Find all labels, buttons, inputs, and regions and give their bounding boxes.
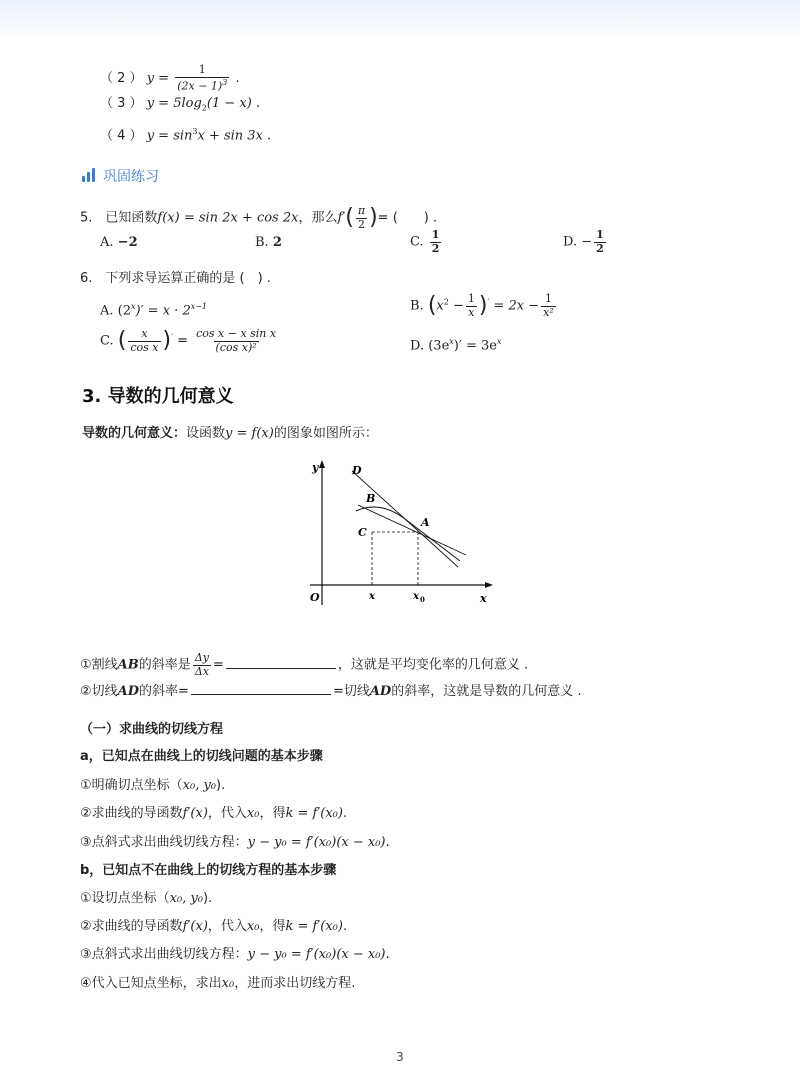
text: ①割线 <box>80 657 118 673</box>
option-label: D. <box>563 234 578 250</box>
practice-heading-text: 巩固练习 <box>103 169 159 185</box>
frac-numerator: 1 <box>596 228 604 241</box>
tick-x-label: x <box>369 591 375 602</box>
geo-intro-bold: 导数的几何意义： <box>82 426 187 441</box>
item-4 <box>100 123 271 145</box>
frac-numerator: 1 <box>544 292 552 305</box>
tangent-slope-line <box>80 682 581 701</box>
math-expr: y − y₀ = f′(x₀)(x − x₀) <box>247 835 386 850</box>
math-expr: y = sin <box>146 128 193 144</box>
text: ，进而求出切线方程 <box>234 976 352 991</box>
minus-sign: − <box>453 298 464 314</box>
math-expr: x <box>436 298 444 314</box>
text: ①明确切点坐标（ <box>80 778 183 793</box>
derivative-symbol: f′ <box>337 210 346 226</box>
math-expr: k = f′(x₀) <box>285 806 343 821</box>
math-expr-tail: (1 − x) . <box>206 96 261 111</box>
minus-sign: − <box>581 234 593 250</box>
math-expr: (2 <box>117 303 132 319</box>
math-expr: x₀, y₀ <box>182 778 217 793</box>
y-axis-label: y <box>312 461 319 474</box>
frac-denominator: 2 <box>357 217 365 231</box>
question-5-stem: 5. 已知函数f(x) = sin 2x + cos 2x，那么f′( $\frac{\pi}{2}$ )= ( ) . <box>80 204 438 231</box>
item-number: （ 3 ） <box>100 96 143 111</box>
math-ab: AB <box>117 657 139 673</box>
punct: . <box>385 835 390 850</box>
practice-heading <box>82 168 159 186</box>
q5-option-b[interactable] <box>255 234 282 252</box>
math-ad: AD <box>117 684 140 699</box>
subscript: 2 <box>201 103 207 113</box>
answer-blank-1[interactable] <box>226 656 336 669</box>
frac-numerator: 1 <box>198 63 206 76</box>
secant-slope-line <box>80 652 528 678</box>
answer-blank-2[interactable] <box>191 682 331 695</box>
math-expr: y − y₀ = f′(x₀)(x − x₀) <box>247 947 386 962</box>
point-A-label: A <box>421 516 430 529</box>
math-expr: (3e <box>428 338 450 354</box>
point-D-label: D <box>352 464 362 477</box>
q5-option-c[interactable] <box>410 229 443 255</box>
q6-option-a[interactable] <box>100 298 207 320</box>
page-number: 3 <box>396 1050 404 1064</box>
math-expr: y = <box>146 70 170 86</box>
punct: . <box>385 947 390 962</box>
text: ③点斜式求出曲线切线方程： <box>80 947 248 962</box>
subhead-tangent-equation: （一）求曲线的切线方程 <box>80 722 224 737</box>
text: ，代入 <box>207 806 247 821</box>
text: ，这就是平均变化率的几何意义 . <box>337 657 529 673</box>
superscript: x <box>131 302 136 311</box>
frac-denominator: 2 <box>596 241 604 255</box>
text: 的斜率，这就是导数的几何意义 . <box>391 684 582 699</box>
secant-line-AB <box>358 505 466 555</box>
superscript: x <box>496 337 502 346</box>
b-step-3 <box>80 946 390 964</box>
option-label: C. <box>410 234 424 250</box>
geo-intro <box>82 425 378 443</box>
stem-text: = ( ) . <box>377 210 438 226</box>
frac-numerator: 1 <box>431 228 440 241</box>
q6-option-c[interactable]: C. ( $\frac{x}{\text{cos x}}$ )′ = $\frac{\text{cos x − x sin x}}{\text{(cos x)²}}$ <box>100 327 277 354</box>
x-axis-arrow <box>485 582 493 588</box>
b-step-4 <box>80 975 355 993</box>
top-band <box>0 0 800 40</box>
punct: ). <box>216 778 226 793</box>
option-label: B. <box>410 298 424 314</box>
stem-text: 5. 已知函数 <box>80 210 158 226</box>
superscript: x <box>449 337 454 346</box>
q5-option-d[interactable] <box>563 229 608 255</box>
text: ②求曲线的导函数 <box>80 919 183 934</box>
item-number: （ 4 ） <box>100 128 143 144</box>
b-step-2 <box>80 918 347 936</box>
punct: ). <box>203 891 213 906</box>
frac-denominator: 2 <box>431 241 440 255</box>
superscript: 2 <box>443 297 449 307</box>
math-expr: y = 5log <box>146 96 202 111</box>
text: ，得 <box>259 919 286 934</box>
punct: . <box>235 70 240 86</box>
option-label: A. <box>100 303 114 319</box>
text: =切线 <box>332 684 370 699</box>
a-step-1 <box>80 777 225 795</box>
option-label: A. <box>100 235 114 250</box>
punct: . <box>351 976 356 991</box>
q6-option-b[interactable]: B. ($x^2$ − $\frac{1}{x}$ )′ = 2x − $\frac{1}{\text{x²}}$ <box>410 292 554 319</box>
math-expr: x₀, y₀ <box>169 891 204 906</box>
equals: = <box>177 333 188 349</box>
option-label: C. <box>100 333 114 349</box>
equals: = <box>212 657 224 673</box>
section-3-title: 3. 导数的几何意义 <box>82 386 234 407</box>
math-expr: )′ = 3e <box>453 338 497 354</box>
frac-denominator: x <box>468 305 475 319</box>
option-value: −2 <box>117 235 138 250</box>
question-6-stem: 6. 下列求导运算正确的是 ( ) . <box>80 271 271 286</box>
frac-denominator: (cos x)² <box>215 340 257 354</box>
bar-chart-icon <box>82 168 95 182</box>
frac-numerator: cos x − x sin x <box>196 327 277 340</box>
text: ，代入 <box>207 919 247 934</box>
frac-denominator: Δx <box>194 664 209 678</box>
math-expr: x₀ <box>221 976 235 991</box>
option-value: 2 <box>272 235 282 250</box>
math-expr: x₀ <box>246 919 260 934</box>
point-C-label: C <box>358 526 367 539</box>
math-ad: AD <box>369 684 392 699</box>
function-expr: y = f(x) <box>225 426 274 441</box>
y-axis-arrow <box>319 460 325 468</box>
text: ②求曲线的导函数 <box>80 806 183 821</box>
b-step-1 <box>80 890 212 908</box>
text: 的斜率是 <box>138 657 191 673</box>
geo-intro-text: 设函数 <box>186 426 226 441</box>
option-label: B. <box>255 235 269 250</box>
punct: . <box>342 806 348 821</box>
frac-numerator: x <box>141 327 148 340</box>
text: ④代入已知点坐标，求出 <box>80 976 222 991</box>
frac-numerator: 1 <box>467 292 475 305</box>
frac-numerator: Δy <box>194 651 209 664</box>
superscript: x−1 <box>190 302 208 311</box>
a-step-3 <box>80 834 390 852</box>
math-expr-tail: x + sin 3x . <box>197 128 272 144</box>
point-B-label: B <box>366 492 376 505</box>
item-3 <box>100 95 260 118</box>
frac-denominator: x² <box>543 305 554 319</box>
math-expr: = 2x − <box>493 298 540 314</box>
stem-text: ，那么 <box>298 210 338 226</box>
math-expr: f′(x) <box>182 806 208 821</box>
a-heading: a，已知点在曲线上的切线问题的基本步骤 <box>80 749 323 764</box>
tick-x0-subscript: 0 <box>420 595 425 604</box>
math-expr: f′(x) <box>182 919 208 934</box>
frac-denominator: (2x − 1) <box>177 79 223 93</box>
text: ①设切点坐标（ <box>80 891 170 906</box>
item-number: （ 2 ） <box>100 70 143 86</box>
derivative-geometry-figure <box>300 455 500 615</box>
tick-x0-label: x <box>413 591 419 602</box>
x-axis-label: x <box>480 592 487 605</box>
math-expr: )′ = x · 2 <box>135 303 191 319</box>
option-label: D. <box>410 338 425 354</box>
punct: . <box>342 919 348 934</box>
a-step-2 <box>80 805 347 823</box>
q6-option-d[interactable] <box>410 333 501 355</box>
frac-numerator: π <box>357 204 366 217</box>
exponent: 3 <box>222 77 228 87</box>
q5-option-a[interactable] <box>100 234 138 252</box>
item-2 <box>100 64 240 93</box>
frac-denominator: cos x <box>130 340 159 354</box>
math-expr: x₀ <box>246 806 260 821</box>
superscript: 3 <box>192 127 198 136</box>
text: ③点斜式求出曲线切线方程： <box>80 835 248 850</box>
text: ②切线 <box>80 684 118 699</box>
text: ，得 <box>259 806 286 821</box>
geo-intro-text: 的图象如图所示： <box>273 426 378 441</box>
text: 的斜率= <box>139 684 189 699</box>
b-heading: b，已知点不在曲线上的切线方程的基本步骤 <box>80 863 337 878</box>
origin-label: O <box>310 591 320 604</box>
math-expr: k = f′(x₀) <box>285 919 343 934</box>
fraction <box>175 64 229 93</box>
function-expr: f(x) = sin 2x + cos 2x <box>157 210 299 226</box>
